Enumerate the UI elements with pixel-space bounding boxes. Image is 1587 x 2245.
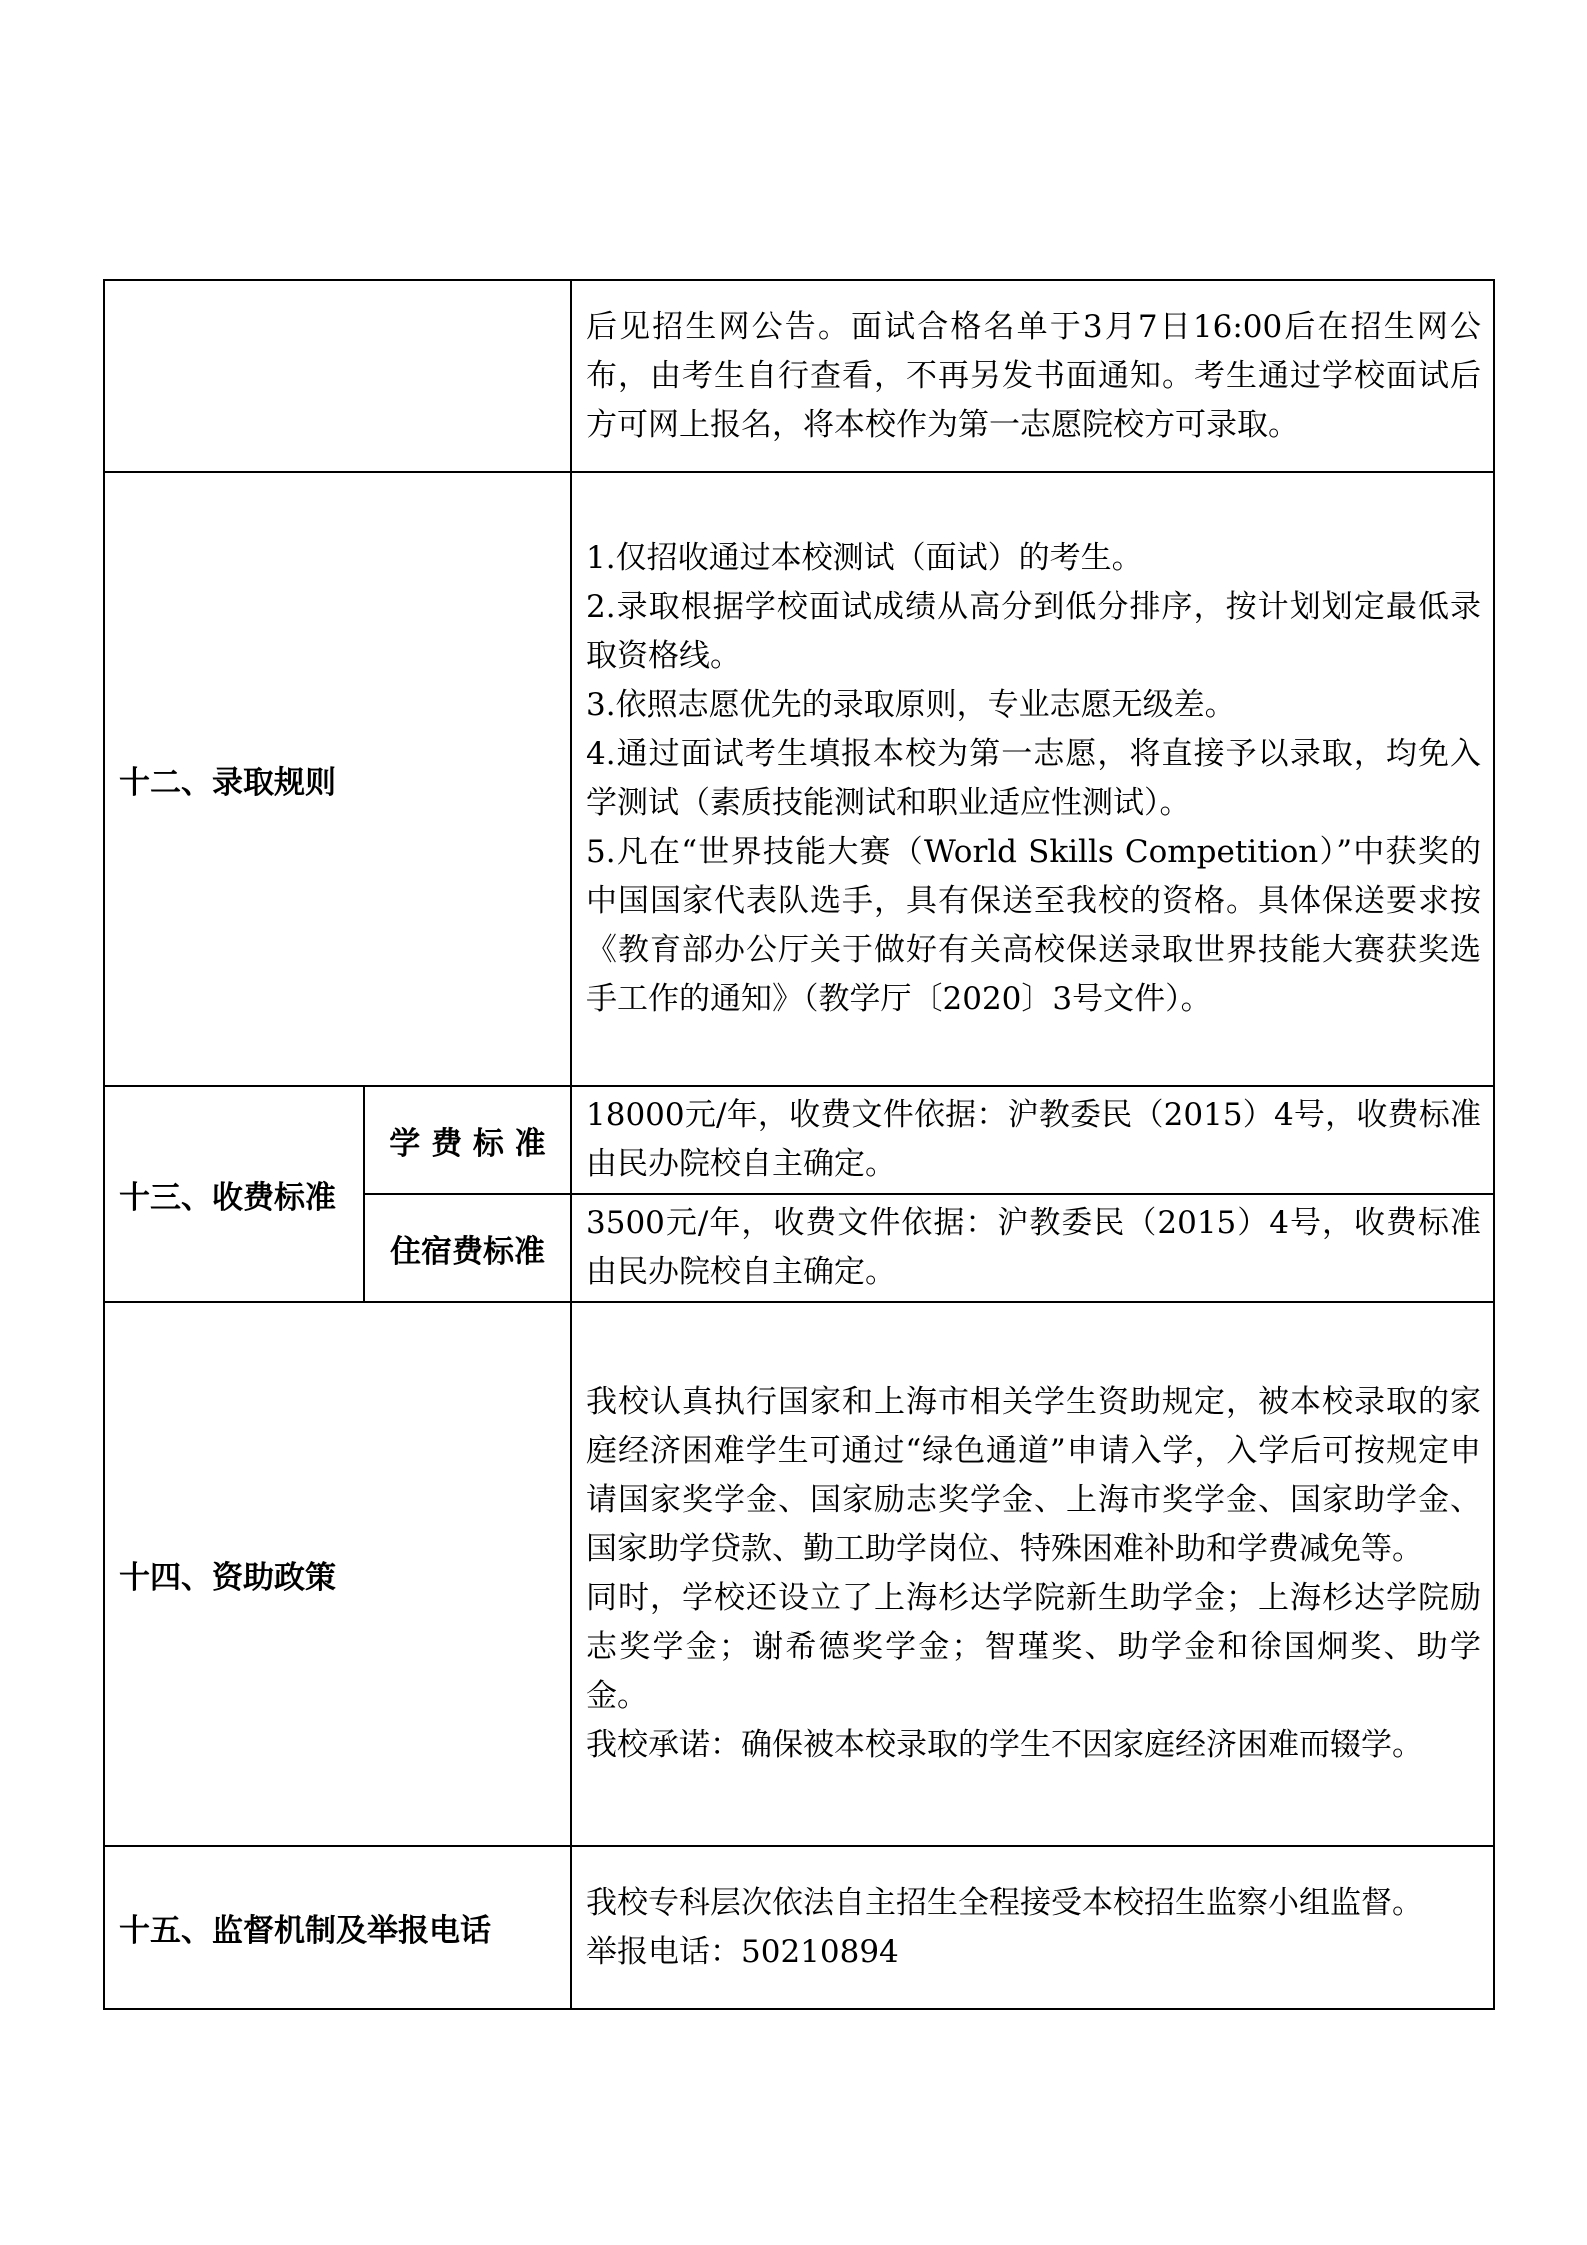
admission-rules-label: 十二、录取规则: [104, 472, 571, 1086]
admission-rules-content: [571, 472, 1494, 1086]
supervision-row: [104, 1846, 1494, 2009]
aid-policy-content: [571, 1302, 1494, 1846]
housing-label: 住宿费标准: [364, 1194, 571, 1302]
aid-policy-row: [104, 1302, 1494, 1846]
fees-tuition-row: [104, 1086, 1494, 1194]
tuition-text: 18000元/年，收费文件依据：沪教委民（2015）4号，收费标准由民办院校自主确定。: [571, 1086, 1494, 1194]
empty-label-cell: [104, 280, 571, 472]
supervision-label: 十五、监督机制及举报电话: [104, 1846, 571, 2009]
aid-policy-label: 十四、资助政策: [104, 1302, 571, 1846]
supervision-text: 我校专科层次依法自主招生全程接受本校招生监察小组监督。: [586, 1884, 1423, 1921]
supervision-content: [571, 1846, 1494, 2009]
rule-item-3: 3.依照志愿优先的录取原则，专业志愿无级差。: [586, 687, 1236, 723]
rule-item-4: 4.通过面试考生填报本校为第一志愿，将直接予以录取，均免入学测试（素质技能测试和职业适应性测试）。: [586, 736, 1481, 821]
continuation-text: 后见招生网公告。面试合格名单于3月7日16:00后在招生网公布，由考生自行查看，不再另发书面通知。考生通过学校面试后方可网上报名，将本校作为第一志愿院校方可录取。: [571, 280, 1494, 472]
admission-rules-row: [104, 472, 1494, 1086]
aid-paragraph-2: 同时，学校还设立了上海杉达学院新生助学金；上海杉达学院励志奖学金；谢希德奖学金；智瑾奖、助学金和徐国炯奖、助学金。: [586, 1580, 1481, 1714]
rule-item-1: 1.仅招收通过本校测试（面试）的考生。: [586, 540, 1143, 576]
continuation-row: [104, 280, 1494, 472]
admissions-table: [103, 279, 1495, 2010]
aid-paragraph-3: 我校承诺：确保被本校录取的学生不因家庭经济困难而辍学。: [586, 1727, 1423, 1763]
fees-label: 十三、收费标准: [104, 1086, 364, 1302]
tuition-label: 学 费 标 准: [364, 1086, 571, 1194]
aid-paragraph-1: 我校认真执行国家和上海市相关学生资助规定，被本校录取的家庭经济困难学生可通过“绿色通道”申请入学，入学后可按规定申请国家奖学金、国家励志奖学金、上海市奖学金、国家助学金、国家助学贷款、勤工助学岗位、特殊困难补助和学费减免等。: [586, 1384, 1481, 1567]
rule-item-5: 5.凡在“世界技能大赛（World Skills Competition）”中获奖的中国国家代表队选手，具有保送至我校的资格。具体保送要求按《教育部办公厅关于做好有关高校保送录取世界技能大赛获奖选手工作的通知》（教学厅〔2020〕3号文件）。: [586, 834, 1481, 1017]
housing-text: 3500元/年，收费文件依据：沪教委民（2015）4号，收费标准由民办院校自主确定。: [571, 1194, 1494, 1302]
report-phone: 举报电话：50210894: [586, 1933, 899, 1970]
rule-item-2: 2.录取根据学校面试成绩从高分到低分排序，按计划划定最低录取资格线。: [586, 589, 1481, 674]
